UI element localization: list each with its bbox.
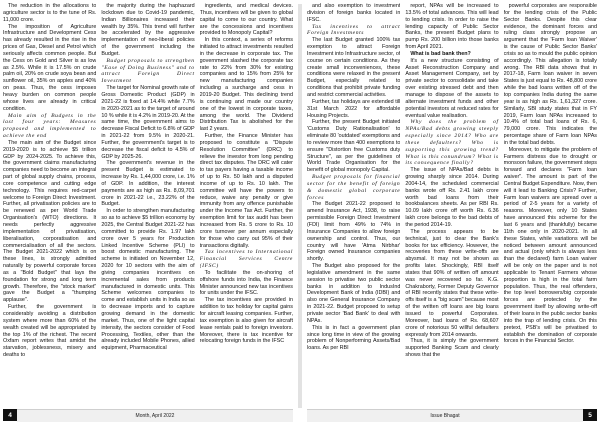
body-paragraph: This is in fact a government plan since long time in view of the growing problem of Nonperforming Assets/Bad loans. As per RBI [307, 324, 401, 352]
body-paragraph: The process appears to be technical, just to clear the Bank's books for tax efficiency. However, the recoveries from these write-offs are abysmal. It may not be shown as profits later. Shockingly, RBI itself states that 90% of written off amount was never recovered so far. K.G. Chakraborty, Former Deputy Governor of RBI recently states that these write-offs itself is a "big scam" because most of the written off loans are big loans issued to powerful Corporates. Moreover, bad loans of Rs. 68,607 crore of notorious 50 willful defaulters expressly from 2014 onwards. [405, 228, 499, 338]
left-page-columns [3, 3, 293, 405]
subheading-paragraph: Why does the problem of NPAs/Bad debts growing steeply especially since 2014? Who are these defaulters? Who is supporting this growing trend? What is this conundrum? What is its consequence finally? [405, 119, 499, 167]
body-paragraph: The target for Nominal growth rate of Gross Domestic Product (GDP) in 2021-22 is fixed at 14.4% while 7.7% in 2020-2021 as to the target of around 10 % while it is 4.2% in 2019-20. At the same time, the government aims to decrease Fiscal Deficit to 6.8% of GDP in 2021-22 from 9.5% in 2020-21. Further, the government's target is to decrease the fiscal deficit to 4.5% of GDP by 2025-26. [101, 85, 195, 160]
body-paragraph: The issue of NPAs/Bad debts is growing sharply since 2014. During 2004-14, the scheduled commercial banks wrote off Rs. 2.41 lakh crore worth bad loans from their bookbalances sheets. As per RBI Rs. 10.09 lakh crore off worth Rs. 6.36 lakh crore belongs to the bad debts of the period 2014-19. [405, 167, 499, 228]
left-column-3 [200, 3, 293, 405]
right-page [304, 0, 600, 424]
right-column-3 [504, 3, 597, 405]
left-page [0, 0, 296, 424]
body-paragraph: In order to strengthen manufacturing so as to achieve $5 trillion economy by 2025, the Central Budget 2021-22 has committed to provide Rs. 1.97 lakh crore over 5 years for Production Linked Incentive Scheme (PLI) to boost domestic manufacturing. The scheme is initiated on November 12, 2020 for 10 sectors with the aim of giving companies incentives on incremental sales from products manufactured in domestic units. This Scheme welcomes companies to come and establish units in India so as to decrease imports and to capture growing demand in the domestic market. Thus, one of the light capital intensity, the sectors consider of Food Processing, Textiles, other than the already included Mobile Phones, allied equipment, Pharmaceutical [101, 208, 195, 352]
page-gutter [298, 4, 302, 408]
footer-issue-label: Month, April 2022 [17, 409, 293, 422]
subheading-paragraph: Budget proposals to strengthen "Ease of Doing Business" and to attract Foreign Direct Investment [101, 57, 195, 85]
body-paragraph: The last Budget granted 100% tax exemption to attract Foreign Investment into Infrastructure sector, of course on certain conditions. As they create small inconveniences, these conditions were relaxed in the present Budget, especially related to conditions that prohibit private funding and restrict commercial activities. [307, 37, 401, 98]
right-page-footer [307, 409, 597, 421]
body-paragraph: The reduction in the allocations to agriculture sector is to the tune of Rs. 11,000 crore. [3, 3, 97, 23]
body-paragraph: Moreover, to mitigate the problem of Farmers distress due to drought or monsoon failure, the government steps forward and declares "Farm loan waiver". The amount is part of the Central Budget Expenditure. Now, then will it lead to Banking Crisis? Further, Farm loan waivers are spread over a period of 2-5 years for a variety of reasons. Moreover, only 10 States have announced this scheme for the last 6 years and (thankfully) became 11th one only in 2020-2021. In all these States, while variations will be noticed between amount announced and actual (only which is always less than the declared) farm Loan waiver will be only on the paper and is not applicable to Tenant Farmers whose proportion is high in the total farm population. Thus, the real offenders, the top level borrowers/big corporate forces are protected by the government itself by allowing write-off of their loans in the public sector banks into the trap of lending crisis. On this pretext, PSB's will be privatised to establish the domination of corporate forces in the Financial Sector. [503, 146, 597, 345]
body-paragraph: To facilitate the on-shoring of offshore funds into India, the Finance Minister announced new tax incentives for units under the IFSC. [199, 269, 293, 297]
body-paragraph: Further, the present Budget initiated 'Customs Duty Rationalisation' to eliminate 80 'outdated' exemptions and to review more than 400 exemptions to ensure "Distortion free Customs duty Structure", as per the guidelines of World Trade Organisation for the benefit of global monopoly Capital. [307, 119, 401, 174]
body-paragraph: Further, the Finance Minister has proposed to constitute a "Dispute Resolution Committee" (DRC) to relieve the investor from long pending direct tax disputes. The DRC will cater to tax payers having a taxable income of up to Rs. 50 lakh and a disputed income of up to Rs. 10 lakh. The committee will have the powers to reduce, waive any penalty or give immunity from any offence punishable under the Income Tax Act. Further, the exemption limit for tax audit has been increased from Rs. 5 crore to Rs. 10 crore turnover per annum especially for those who carry out 95% of their transactions digitally. [199, 133, 293, 249]
body-paragraph: The Budget also proposed for the legislative amendment in the same session to privatise two public sector banks in addition to IndusInd Development Bank of India (IDBI) and also one General Insurance Company in 2021-22. Budget proposed to setup private sector 'Bad Bank' to deal with NPAs. [307, 263, 401, 324]
body-paragraph: The Budget 2021-22 proposed to amend Insurance Act, 1938, to raise permissible Foreign Direct Investment (FDI) limit from 49% to 74% in Insurance Companies to allow foreign ownership and control. Thus, our country will have 'Atma Nirbhar' Foreign owned Insurance companies shortly. [307, 201, 401, 263]
right-column-2 [405, 3, 498, 405]
body-paragraph: It's a new structure consisting of Asset Reconstruction Company and Asset Management Company, set by private sector to consolidate and take over existing stressed debt and then manage to dispose of the assets to alternate investment funds and other potential investors at reduced rates for eventual value realisation. [405, 57, 499, 119]
body-paragraph: report, NPAs will be increased to 13.5% of total advances. This will lead to lending crisis. In order to raise the lending capacity of Public Sector Banks, the present Budget plans to pump Rs. 200 billion into those banks from April 2021. [405, 3, 499, 51]
body-paragraph: The main aim of the Budget since 2019-2020 is to achieve $5 trillion GDP by 2024-2025. To achieve this, the government claims manufacturing companies need to become an integral part of global supply chains, process, core competence and cutting edge technology. This requires red-carpet welcome to Foreign Direct Investment. Further, all privatisation policies are to be renewed as per World Trade Organisation's (WTO) directions. It needs perfectly aggressive implementation of privatisation, liberalisation, corporatisation and commercialisation of all the sectors. The Budget 2021-2022 which is on these lines, is strongly admitted naturally by powerful corporate forces as a "Bold Budget" that lays the foundation for strong and long term growth. Therefore, the "stock market" gave the Budget a "thumping applause". [3, 139, 97, 304]
body-paragraph: powerful corporates are responsible for the lending crisis of the Public Sector Banks. Despite this clear evidence, the dominant forces and ruling class strongly propose an argument that the 'Farm loan Waiver' is the cause of Public Sector Banks' crisis so as to mould the public opinion accordingly. This allegation is totally wrong. The RBI data shows that in 2017-18, Farm loan waiver in seven States is just equal to Rs. 48,800 crore while the bad loans written off of the top companies India during the same year is as high as Rs. 1,61,327 crore. Similarly, SBI study states that in FY 2019, Farm loan NPAs increased to 10.4% of total bad loans of Rs. 6, 79,000 crore. This indicates the percentage share of Farm loan NPAs in the total bad debts. [503, 3, 597, 146]
footer-magazine-name: Issue Bhagat [307, 409, 583, 422]
subheading-paragraph: Tax incentives to attract Foreign Investments [307, 23, 401, 37]
left-page-number: 4 [3, 409, 17, 421]
subheading-paragraph: Budget proposals for financial sector for the benefit of foreign & domestic global corporate forces [307, 174, 401, 201]
body-paragraph: the majority during the haphazard lockdown due to Covid-19 pandemic, Indian Billionaires increased their wealth by 35%. This trend will further be accelerated by the aggressive implementation of neo-liberal policies of the government including the Budget. [101, 3, 195, 57]
right-column-1 [307, 3, 400, 405]
right-page-columns [307, 3, 597, 405]
body-paragraph: In this context, a series of reforms initiated to attract investments resulted in the decrease in corporate tax. The government slashed the corporate tax rate to 22% from 30% for existing companies and to 15% from 25% for new manufacturing companies including a surcharge and cess in 2019-20 Budget. This declining trend is continuing and made our country one of the lowest in corporate taxes, among the world. The Dividend Distribution Tax is abolished for the last 2 years. [199, 37, 293, 133]
body-paragraph: ingredients, and medical devices. Thus, incentives will be given to global capital to come to our country. What are the concessions and incentives provided to Monopoly Capital? [199, 3, 293, 37]
body-paragraph: Further, tax holidays are extended till 31st March 2022 for affordable Housing Projects. [307, 98, 401, 119]
body-paragraph: The government's revenue in the present Budget is estimated to increase by Rs. 1,44,000 crore, i.e. 1% of GDP. In addition, the interest payments are as high as Rs. 8,09,701 crore in 2021-22 i.e., 23.22% of the Budget. [101, 160, 195, 208]
left-page-footer [3, 409, 293, 421]
subheading-paragraph: Main aim of Budgets in the last four years: Measures proposed and implemented to achieve the end [3, 112, 97, 140]
body-paragraph: The imposition of Agriculture Infrastructure and Development Cess has already resulted in the rise in the prices of Gas, Diesel and Petrol which seriously affects common people. But the Cess on Gold and Silver is as low as 2.5%. While it is 17.5% on crude palm oil, 20% on crude soya bean and sunflower oil, 35% on apples and 40% on peas. Thus, the cess imposes heavy burden on common people whose lives are already in critical condition. [3, 23, 97, 112]
right-page-number: 5 [583, 409, 597, 421]
left-column-2 [101, 3, 194, 405]
subheading-paragraph: Tax incentives to International Financial Services Centre (IFSC) [199, 249, 293, 270]
bold-paragraph: What is bad bank then? [410, 50, 471, 57]
body-paragraph: and also exemption to investment division of foreign banks located in IFSC. [307, 3, 401, 23]
body-paragraph: The tax incentives are provided in addition to tax holiday for capital gains for aircraft leasing companies. Further, tax exemption is also given for aircraft lease rentals paid to foreign investors. Moreover, there is tax incentive for relocating foreign funds in the IFSC [199, 297, 293, 345]
body-paragraph: Further, the government is considerably avoiding a distribution system where more than 60% of the wealth created will be appropriated by the top 1% of the richest. The recent Oxfam report writes that amidst the starvation, joblessness, misery and deaths to [3, 304, 97, 359]
body-paragraph: Thus, it is simply the government supported Banking Scam and clearly shows that the [405, 338, 499, 359]
left-column-1 [3, 3, 96, 405]
